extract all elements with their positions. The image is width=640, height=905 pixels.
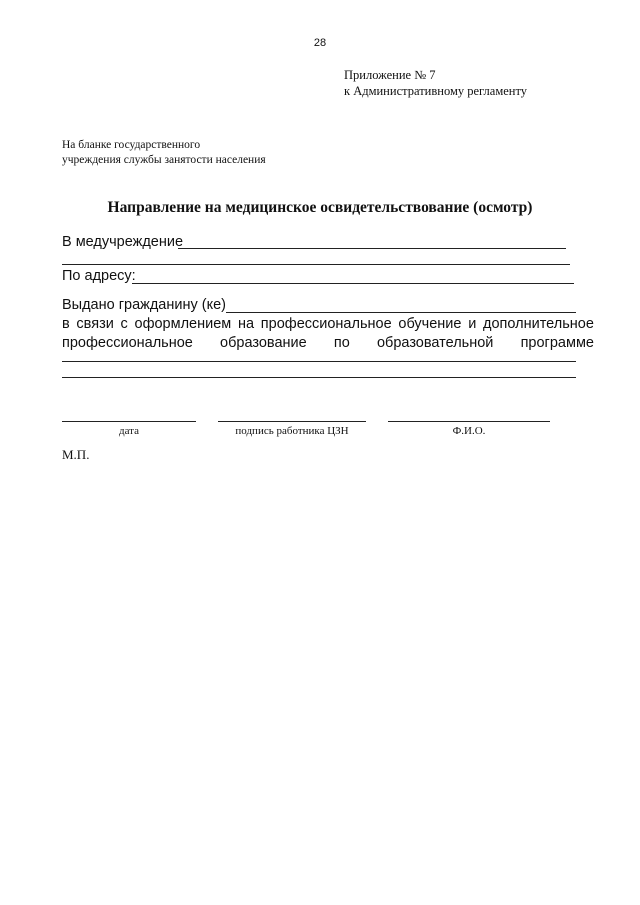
signature-line xyxy=(218,421,366,422)
body-word: в xyxy=(62,316,70,332)
issued-to-label: Выдано гражданину (ке) xyxy=(62,297,226,313)
body-word: на xyxy=(237,316,255,332)
stamp-label: М.П. xyxy=(62,447,90,462)
page-number: 28 xyxy=(313,37,327,49)
body-word: профессиональное xyxy=(260,316,392,332)
program-line-2 xyxy=(62,377,576,378)
name-caption: Ф.И.О. xyxy=(452,425,486,437)
organization-line-1: На бланке государственного xyxy=(62,139,201,151)
body-text-line-2 xyxy=(62,335,594,351)
body-word: связи xyxy=(76,316,114,332)
organization-line-2: учреждения службы занятости населения xyxy=(62,154,266,166)
program-line-1 xyxy=(62,361,576,362)
issued-to-line xyxy=(226,312,576,313)
body-word: с xyxy=(120,316,128,332)
body-word: оформлением xyxy=(134,316,232,332)
body-word: обучение xyxy=(398,316,462,332)
body-word: образовательной xyxy=(376,335,494,351)
body-text-line-1 xyxy=(62,316,594,332)
address-label: По адресу: xyxy=(62,268,136,284)
name-line xyxy=(388,421,550,422)
date-caption: дата xyxy=(118,425,140,437)
medical-institution-line xyxy=(178,248,566,249)
medical-institution-line-2 xyxy=(62,264,570,265)
body-word: профессиональное xyxy=(62,335,193,351)
appendix-reference: к Административному регламенту xyxy=(344,84,528,98)
medical-institution-label: В медучреждение xyxy=(62,234,184,250)
signature-caption: подпись работника ЦЗН xyxy=(235,425,349,437)
body-word: программе xyxy=(520,335,594,351)
body-word: дополнительное xyxy=(483,316,594,332)
address-line xyxy=(132,283,574,284)
document-title: Направление на медицинское освидетельствование (осмотр) xyxy=(107,199,533,216)
body-word: по xyxy=(333,335,350,351)
date-line xyxy=(62,421,196,422)
appendix-number: Приложение № 7 xyxy=(344,68,436,82)
body-word: и xyxy=(468,316,477,332)
body-word: образование xyxy=(220,335,307,351)
